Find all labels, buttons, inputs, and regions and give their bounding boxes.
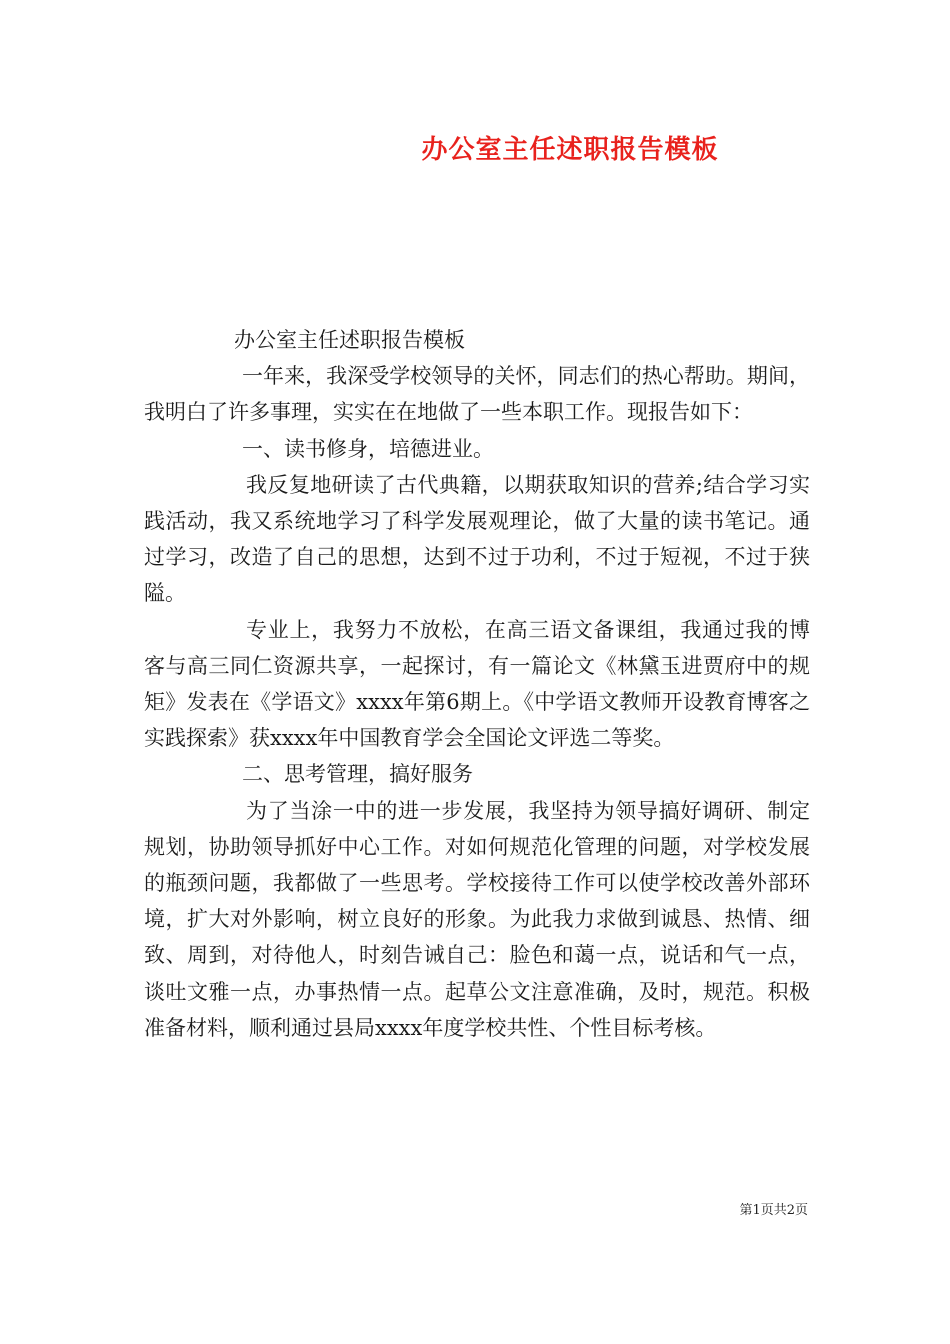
paragraph-management: 为了当涂一中的进一步发展，我坚持为领导搞好调研、制定规划，协助领导抓好中心工作。对如何规范化管理的问题，对学校发展的瓶颈问题，我都做了一些思考。学校接待工作可以使学校改善外部环境，扩大对外影响，树立良好的形象。为此我力求做到诚恳、热情、细致、周到，对待他人，时刻告诫自己：脸色和蔼一点，说话和气一点，谈吐文雅一点，办事热情一点。起草公文注意准确，及时，规范。积极准备材料，顺利通过县局xxxx年度学校共性、个性目标考核。 — [144, 798, 810, 1040]
document-body — [144, 322, 810, 1046]
paragraph-intro: 一年来，我深受学校领导的关怀，同志们的热心帮助。期间，我明白了许多事理，实实在在地做了一些本职工作。现报告如下： — [144, 364, 810, 425]
page-title: 办公室主任述职报告模板 — [421, 135, 719, 165]
paragraph-professional: 专业上，我努力不放松，在高三语文备课组，我通过我的博客与高三同仁资源共享，一起探讨，有一篇论文《林黛玉进贾府中的规矩》发表在《学语文》xxxx年第6期上。《中学语文教师开设教育博客之实践探索》获xxxx年中国教育学会全国论文评选二等奖。 — [144, 617, 810, 751]
section-heading-1: 一、读书修身，培德进业。 — [242, 436, 494, 461]
page-number-footer: 第1页共2页 — [739, 1203, 808, 1218]
section-heading-2: 二、思考管理，搞好服务 — [242, 762, 473, 787]
document-subtitle: 办公室主任述职报告模板 — [234, 328, 465, 352]
paragraph-study: 我反复地研读了古代典籍，以期获取知识的营养;结合学习实践活动，我又系统地学习了科学发展观理论，做了大量的读书笔记。通过学习，改造了自己的思想，达到不过于功利，不过于短视，不过于狭隘。 — [144, 472, 810, 606]
